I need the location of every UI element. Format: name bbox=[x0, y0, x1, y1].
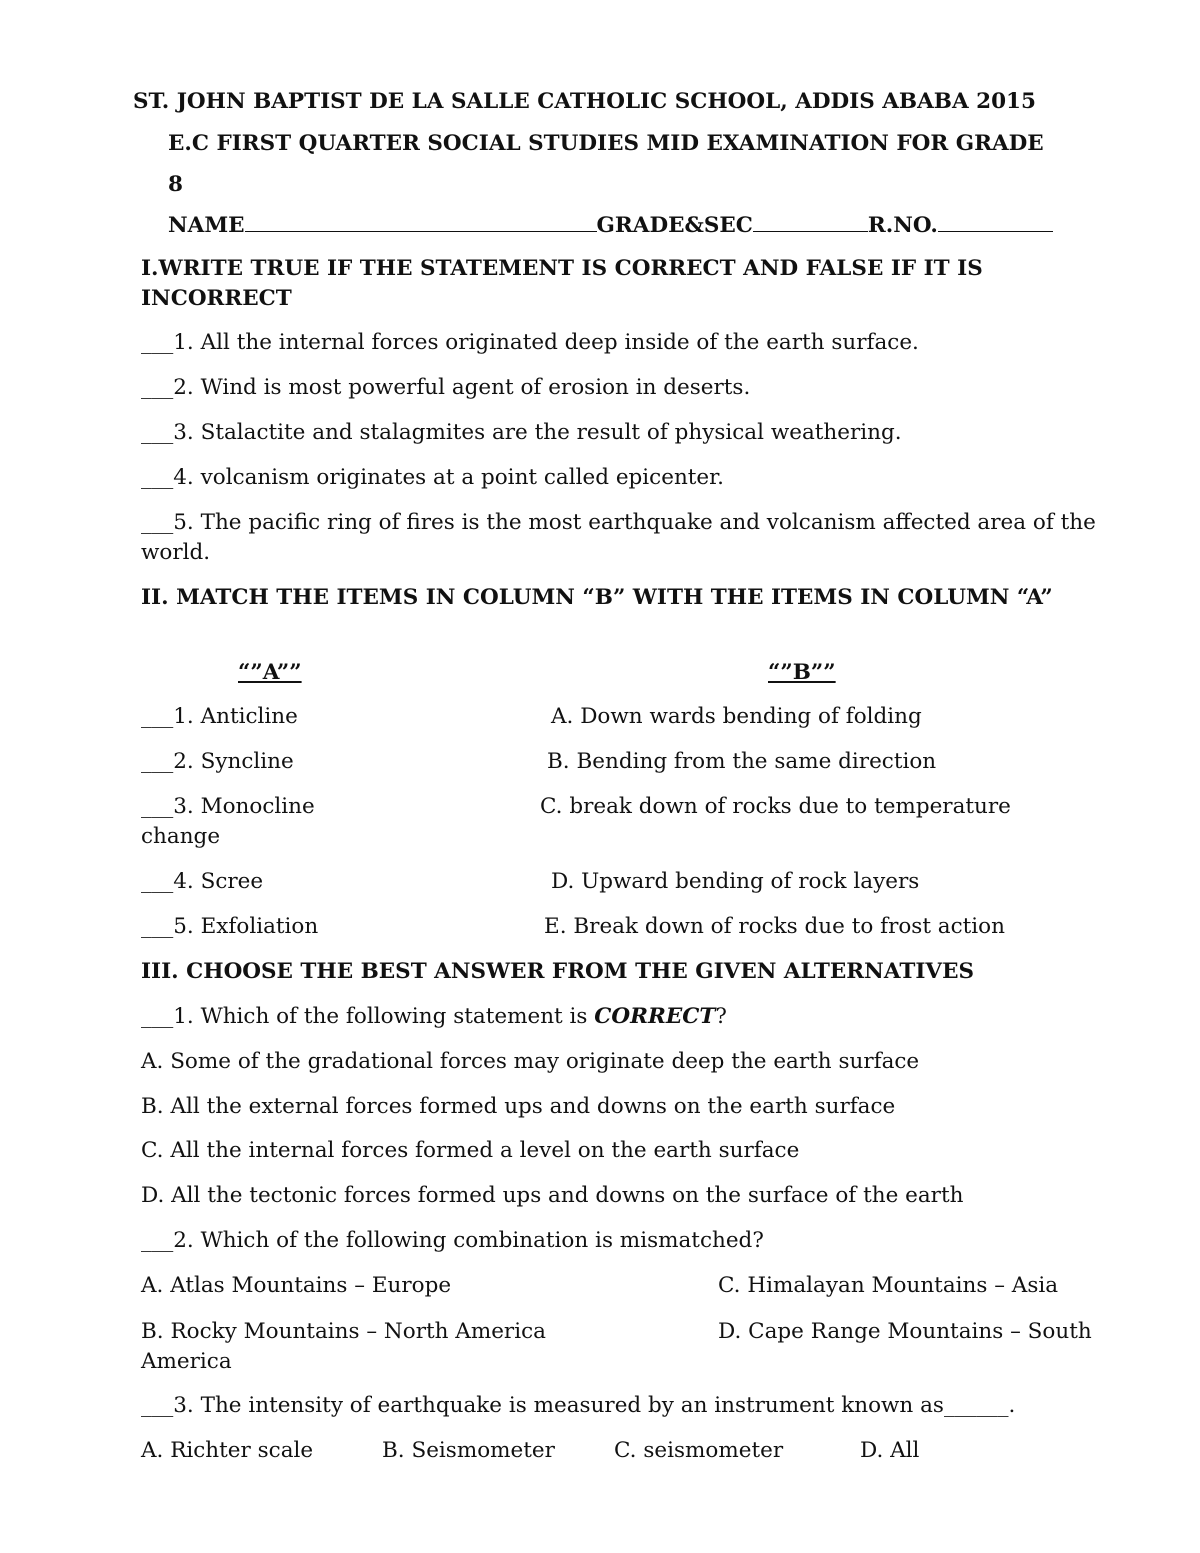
student-info-line bbox=[168, 211, 1053, 241]
mcq-3-option-b: B. Seismometer bbox=[382, 1438, 555, 1463]
match-b-c: C. break down of rocks due to temperature bbox=[540, 794, 1011, 819]
mcq-question-1-emphasis: CORRECT bbox=[594, 1004, 716, 1029]
roll-number-field[interactable] bbox=[938, 231, 1053, 232]
mcq-1-option-c: C. All the internal forces formed a level on the earth surface bbox=[141, 1138, 800, 1163]
true-false-item-4: ___4. volcanism originates at a point called epicenter. bbox=[141, 465, 724, 490]
mcq-2-option-c: C. Himalayan Mountains – Asia bbox=[718, 1273, 1059, 1298]
mcq-1-option-b: B. All the external forces formed ups and downs on the earth surface bbox=[141, 1094, 896, 1119]
exam-title: E.C FIRST QUARTER SOCIAL STUDIES MID EXAMINATION FOR GRADE bbox=[168, 131, 1044, 156]
mcq-question-2: ___2. Which of the following combination is mismatched? bbox=[141, 1228, 764, 1253]
match-b-b: B. Bending from the same direction bbox=[547, 749, 937, 774]
match-b-a: A. Down wards bending of folding bbox=[551, 704, 922, 729]
section-1-title: I.WRITE TRUE IF THE STATEMENT IS CORRECT AND FALSE IF IT IS INCORRECT bbox=[141, 256, 983, 311]
match-a-5: ___5. Exfoliation bbox=[141, 914, 319, 939]
true-false-item-1: ___1. All the internal forces originated deep inside of the earth surface. bbox=[141, 330, 919, 355]
mcq-2-option-d: D. Cape Range Mountains – South bbox=[718, 1319, 1092, 1344]
match-b-e: E. Break down of rocks due to frost action bbox=[544, 914, 1005, 939]
mcq-2-option-b: B. Rocky Mountains – North America bbox=[141, 1319, 546, 1344]
section-3-title: III. CHOOSE THE BEST ANSWER FROM THE GIVEN ALTERNATIVES bbox=[141, 959, 974, 984]
roll-number-label: R.NO. bbox=[867, 213, 938, 238]
match-a-4: ___4. Scree bbox=[141, 869, 264, 894]
grade-number: 8 bbox=[168, 172, 183, 197]
column-b-header: “”B”” bbox=[768, 660, 836, 685]
match-a-2: ___2. Syncline bbox=[141, 749, 294, 774]
true-false-item-5: ___5. The pacific ring of fires is the most earthquake and volcanism affected area of the world. bbox=[141, 510, 1096, 565]
school-title: ST. JOHN BAPTIST DE LA SALLE CATHOLIC SCHOOL, ADDIS ABABA 2015 bbox=[133, 89, 1036, 114]
mcq-3-option-c: C. seismometer bbox=[614, 1438, 784, 1463]
mcq-question-1-suffix: ? bbox=[715, 1004, 727, 1029]
grade-sec-label: GRADE&SEC bbox=[596, 213, 753, 238]
column-a-header: “”A”” bbox=[238, 660, 302, 685]
mcq-3-option-a: A. Richter scale bbox=[141, 1438, 314, 1463]
match-b-d: D. Upward bending of rock layers bbox=[551, 869, 920, 894]
mcq-1-option-d: D. All the tectonic forces formed ups and downs on the surface of the earth bbox=[141, 1183, 964, 1208]
name-label: NAME bbox=[168, 213, 245, 238]
grade-sec-field[interactable] bbox=[753, 231, 868, 232]
mcq-2-option-d-wrap: America bbox=[141, 1349, 232, 1374]
true-false-item-3: ___3. Stalactite and stalagmites are the result of physical weathering. bbox=[141, 420, 902, 445]
mcq-3-option-d: D. All bbox=[860, 1438, 920, 1463]
match-b-c-wrap: change bbox=[141, 824, 221, 849]
name-field[interactable] bbox=[245, 231, 597, 232]
mcq-2-option-a: A. Atlas Mountains – Europe bbox=[141, 1273, 452, 1298]
mcq-question-1 bbox=[141, 1002, 727, 1032]
match-a-3: ___3. Monocline bbox=[141, 794, 315, 819]
mcq-1-option-a: A. Some of the gradational forces may originate deep the earth surface bbox=[141, 1049, 920, 1074]
true-false-item-2: ___2. Wind is most powerful agent of erosion in deserts. bbox=[141, 375, 751, 400]
match-a-1: ___1. Anticline bbox=[141, 704, 298, 729]
mcq-question-3: ___3. The intensity of earthquake is measured by an instrument known as______. bbox=[141, 1393, 1016, 1418]
mcq-question-1-prefix: ___1. Which of the following statement is bbox=[141, 1004, 595, 1029]
section-2-title: II. MATCH THE ITEMS IN COLUMN “B” WITH THE ITEMS IN COLUMN “A” bbox=[141, 585, 1053, 610]
